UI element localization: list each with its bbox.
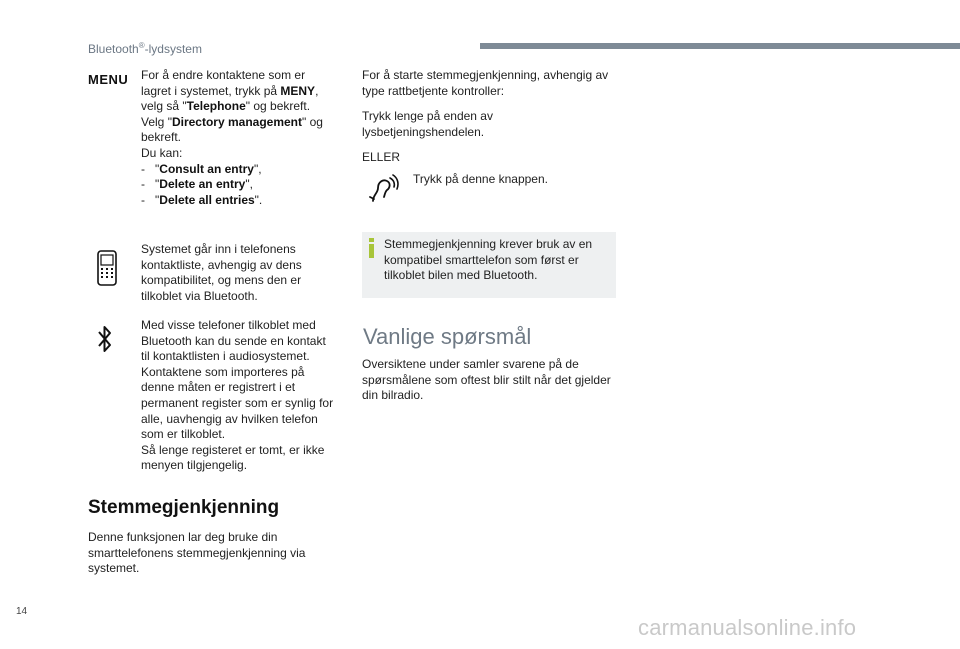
list-item: - "Consult an entry", (141, 161, 262, 176)
bluetooth-icon (97, 325, 113, 353)
faq-text: Oversiktene under samler svarene på de spørsmålene som oftest blir stilt når det gjelder din bilradio. (362, 357, 611, 403)
page-number: 14 (16, 606, 28, 617)
section-title-voice-recognition: Stemmegjenkjenning (88, 497, 280, 518)
watermark: carmanualsonline.info (638, 615, 857, 640)
section-title-faq: Vanlige spørsmål (363, 324, 532, 349)
or-label: ELLER (362, 150, 401, 164)
phone-contacts-text: Systemet går inn i telefonens kontaktliste, avhengig av dens kompatibilitet, og mens den er tilkoblet via Bluetooth. (141, 242, 302, 303)
list-item: - "Delete an entry", (141, 177, 253, 192)
menu-button-icon: MENU (88, 72, 129, 87)
voice-recognition-text: Denne funksjonen lar deg bruke din smarttelefonens stemmegjenkjenning via systemet. (88, 530, 306, 576)
info-box-text: Stemmegjenkjenning krever bruk av en kompatibel smarttelefon som først er tilkoblet bilen med Bluetooth. (384, 237, 593, 283)
info-icon (369, 238, 374, 258)
bluetooth-contacts-text: Med visse telefoner tilkoblet med Bluetooth kan du sende en kontakt til kontaktlisten i audiosystemet. Kontaktene som importeres på denne måten er registrert i et permanent register som er synlig for alle, uavhengig av hvilken telefon som er tilkoblet. Så lenge registeret er tomt, er ikke menyen tilgjengelig. (141, 318, 334, 473)
list-item: - "Delete all entries". (141, 192, 263, 207)
header-bar (480, 43, 960, 49)
menu-instructions: For å endre kontaktene som er lagret i systemet, trykk på MENY, velg så "Telephone" og bekreft. Velg "Directory management" og bekreft. Du kan: - "Consult an entry", - "Delete an entry", - "Delete all entries". (141, 68, 341, 208)
page-header-title: Bluetooth®-lydsystem (88, 41, 202, 56)
long-press-text: Trykk lenge på enden av lysbetjeningshendelen. (362, 109, 493, 139)
voice-command-icon (368, 174, 400, 206)
voice-button-text: Trykk på denne knappen. (413, 172, 548, 186)
voice-start-text: For å starte stemmegjenkjenning, avhengig av type rattbetjente kontroller: (362, 68, 609, 98)
phone-icon (96, 250, 118, 286)
